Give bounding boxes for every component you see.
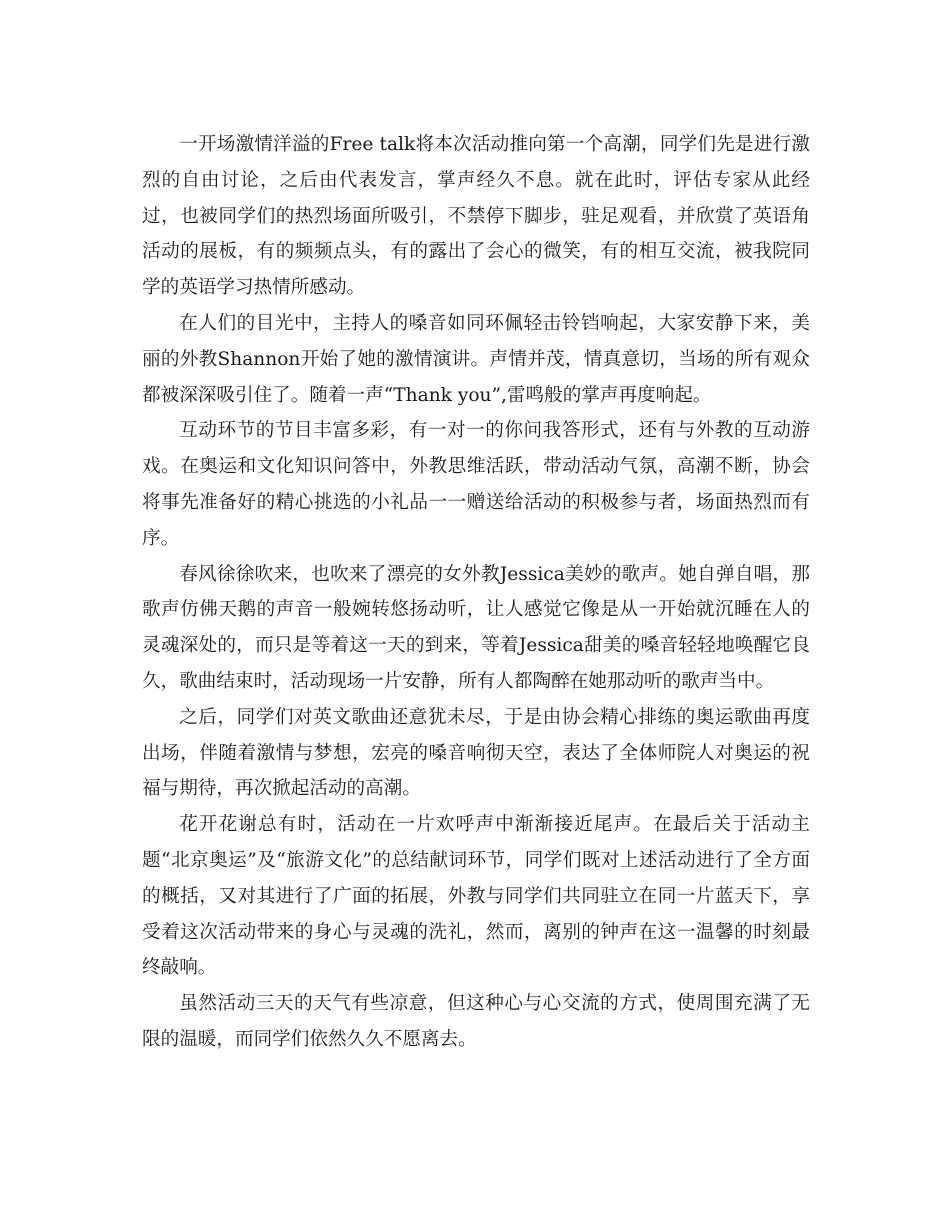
paragraph-closing: 花开花谢总有时，活动在一片欢呼声中渐渐接近尾声。在最后关于活动主题“北京奥运”及“旅游文化”的总结献词环节，同学们既对上述活动进行了全方面的概括，又对其进行了广面的拓展，外教与同学们共同驻立在同一片蓝天下，享受着这次活动带来的身心与灵魂的洗礼，然而，离别的钟声在这一温馨的时刻最终敲响。	[142, 814, 810, 979]
paragraph-jessica-song: 春风徐徐吹来，也吹来了漂亮的女外教Jessica美妙的歌声。她自弹自唱，那歌声仿佛天鹅的声音一般婉转悠扬动听，让人感觉它像是从一开始就沉睡在人的灵魂深处的，而只是等着这一天的到来，等着Jessica甜美的嗓音轻轻地唤醒它良久，歌曲结束时，活动现场一片安静，所有人都陶醉在她那动听的歌声当中。	[142, 563, 810, 692]
paragraph-shannon-speech: 在人们的目光中，主持人的嗓音如同环佩轻击铃铛响起，大家安静下来，美丽的外教Shannon开始了她的激情演讲。声情并茂，情真意切，当场的所有观众都被深深吸引住了。随着一声“Thank you”,雷鸣般的掌声再度响起。	[142, 312, 810, 406]
paragraph-interactive-session: 互动环节的节目丰富多彩，有一对一的你问我答形式，还有与外教的互动游戏。在奥运和文化知识问答中，外教思维活跃，带动活动气氛，高潮不断，协会将事先准备好的精心挑选的小礼品一一赠送给活动的积极参与者，场面热烈而有序。	[142, 420, 810, 549]
paragraph-olympic-song: 之后，同学们对英文歌曲还意犹未尽，于是由协会精心排练的奥运歌曲再度出场，伴随着激情与梦想，宏亮的嗓音响彻天空，表达了全体师院人对奥运的祝福与期待，再次掀起活动的高潮。	[142, 706, 810, 800]
paragraph-free-talk: 一开场激情洋溢的Free talk将本次活动推向第一个高潮，同学们先是进行激烈的自由讨论，之后由代表发言，掌声经久不息。就在此时，评估专家从此经过，也被同学们的热烈场面所吸引，不禁停下脚步，驻足观看，并欣赏了英语角活动的展板，有的频频点头，有的露出了会心的微笑，有的相互交流，被我院同学的英语学习热情所感动。	[142, 134, 810, 299]
paragraph-conclusion: 虽然活动三天的天气有些凉意，但这种心与心交流的方式，使周围充满了无限的温暖，而同学们依然久久不愿离去。	[142, 993, 810, 1050]
document-body	[142, 127, 810, 1058]
